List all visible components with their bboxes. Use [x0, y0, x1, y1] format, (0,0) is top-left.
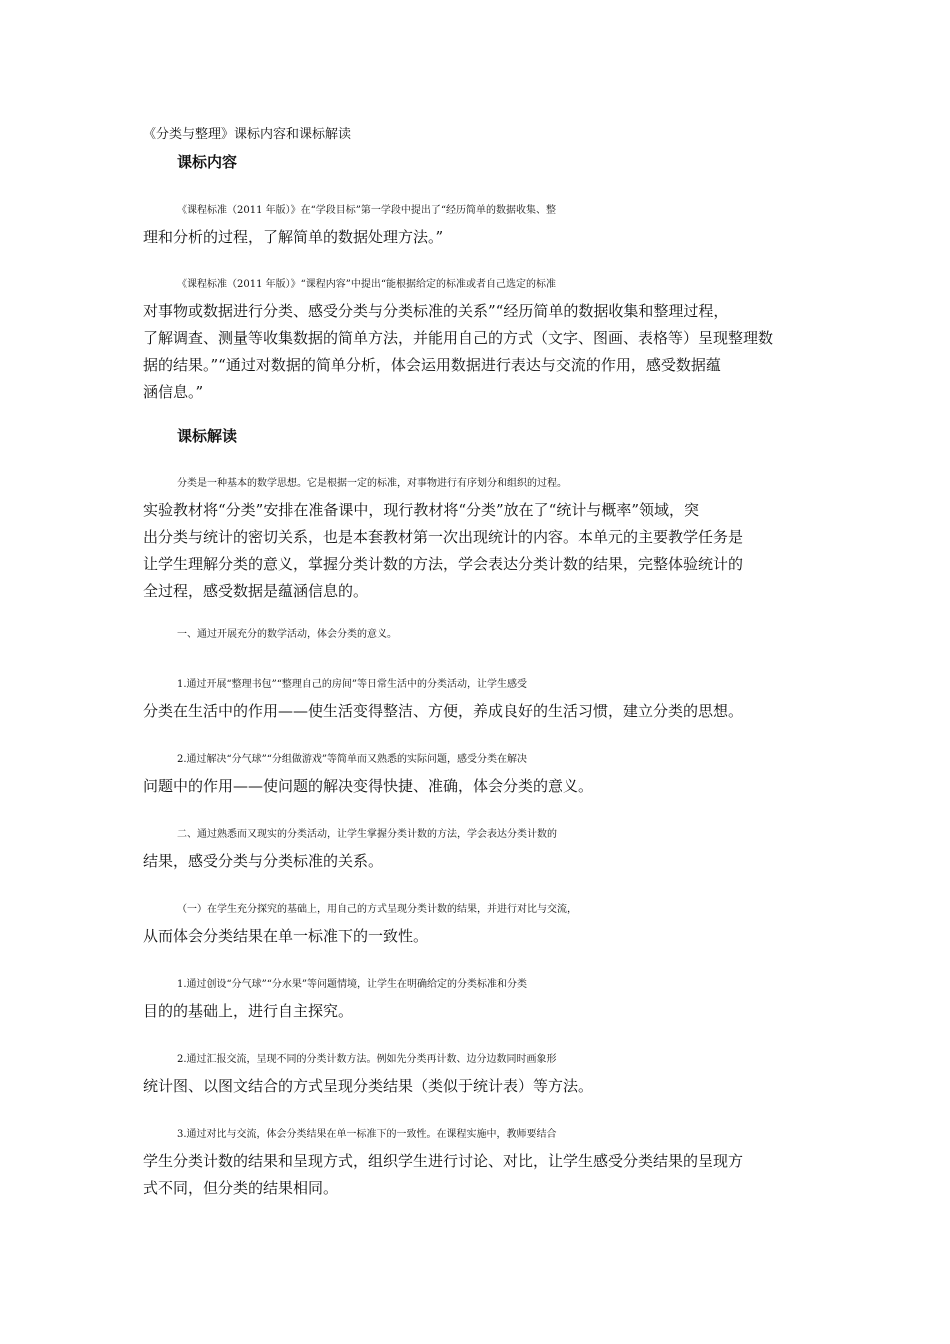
paragraph-line: 1.通过创设“分气球”“分水果”等问题情境，让学生在明确给定的分类标准和分类 [177, 979, 527, 990]
paragraph-line: （一）在学生充分探究的基础上，用自己的方式呈现分类计数的结果，并进行对比与交流， [177, 904, 577, 915]
paragraph-line: 让学生理解分类的意义，掌握分类计数的方法，学会表达分类计数的结果，完整体验统计的 [143, 555, 744, 573]
paragraph-line: 一、通过开展充分的数学活动，体会分类的意义。 [177, 629, 397, 640]
paragraph-line: 分类在生活中的作用——使生活变得整洁、方便，养成良好的生活习惯，建立分类的思想。 [143, 702, 744, 720]
paragraph-classification-intro [143, 470, 833, 605]
paragraph-line: 从而体会分类结果在单一标准下的一致性。 [143, 927, 429, 945]
section-heading-standard-content: 课标内容 [177, 153, 238, 171]
paragraph-line: 了解调查、测量等收集数据的简单方法，并能用自己的方式（文字、图画、表格等）呈现整理数 [143, 329, 774, 347]
paragraph-line: 涵信息。” [143, 383, 204, 401]
paragraph-line: 对事物或数据进行分类、感受分类与分类标准的关系”“经历简单的数据收集和整理过程， [143, 302, 729, 320]
paragraph-point-two-item-2 [143, 1046, 833, 1100]
section-heading-standard-interpretation: 课标解读 [177, 427, 238, 445]
paragraph-point-two-sub-1 [143, 896, 833, 950]
paragraph-line: 2.通过解决“分气球”“分组做游戏”等简单而又熟悉的实际问题，感受分类在解决 [177, 754, 527, 765]
paragraph-line: 全过程，感受数据是蕴涵信息的。 [143, 582, 369, 600]
paragraph-line: 式不同，但分类的结果相同。 [143, 1179, 339, 1197]
paragraph-point-one-item-1 [143, 671, 833, 725]
paragraph-point-two [143, 821, 833, 875]
paragraph-line: 理和分析的过程，了解简单的数据处理方法。” [143, 228, 444, 246]
document-title: 《分类与整理》课标内容和课标解读 [143, 127, 352, 142]
paragraph-line: 二、通过熟悉而又现实的分类活动，让学生掌握分类计数的方法，学会表达分类计数的 [177, 829, 557, 840]
paragraph-line: 《课程标准（2011 年版）》“课程内容”中提出“能根据给定的标准或者自己选定的标准 [177, 279, 556, 290]
paragraph-point-two-item-1 [143, 971, 833, 1025]
paragraph-line: 目的的基础上，进行自主探究。 [143, 1002, 354, 1020]
paragraph-line: 结果，感受分类与分类标准的关系。 [143, 852, 384, 870]
paragraph-line: 统计图、以图文结合的方式呈现分类结果（类似于统计表）等方法。 [143, 1077, 594, 1095]
paragraph-line: 分类是一种基本的数学思想。它是根据一定的标准，对事物进行有序划分和组织的过程。 [177, 478, 567, 489]
paragraph-line: 出分类与统计的密切关系，也是本套教材第一次出现统计的内容。本单元的主要教学任务是 [143, 528, 744, 546]
paragraph-point-two-item-3 [143, 1121, 833, 1202]
paragraph-line: 2.通过汇报交流，呈现不同的分类计数方法。例如先分类再计数、边分边数同时画象形 [177, 1054, 557, 1065]
paragraph-line: 1.通过开展“整理书包”“整理自己的房间”等日常生活中的分类活动，让学生感受 [177, 679, 527, 690]
paragraph-point-one [143, 621, 833, 648]
paragraph-line: 《课程标准（2011 年版）》在“学段目标”第一学段中提出了“经历简单的数据收集、整 [177, 205, 556, 216]
paragraph-standard-goal [143, 197, 833, 251]
paragraph-point-one-item-2 [143, 746, 833, 800]
paragraph-line: 实验教材将“分类”安排在准备课中，现行教材将“分类”放在了“统计与概率”领域，突 [143, 501, 700, 519]
paragraph-line: 3.通过对比与交流，体会分类结果在单一标准下的一致性。在课程实施中，教师要结合 [177, 1129, 557, 1140]
paragraph-line: 学生分类计数的结果和呈现方式，组织学生进行讨论、对比，让学生感受分类结果的呈现方 [143, 1152, 744, 1170]
paragraph-standard-content [143, 271, 833, 406]
paragraph-line: 据的结果。”“通过对数据的简单分析，体会运用数据进行表达与交流的作用，感受数据蕴 [143, 356, 721, 374]
paragraph-line: 问题中的作用——使问题的解决变得快捷、准确，体会分类的意义。 [143, 777, 594, 795]
